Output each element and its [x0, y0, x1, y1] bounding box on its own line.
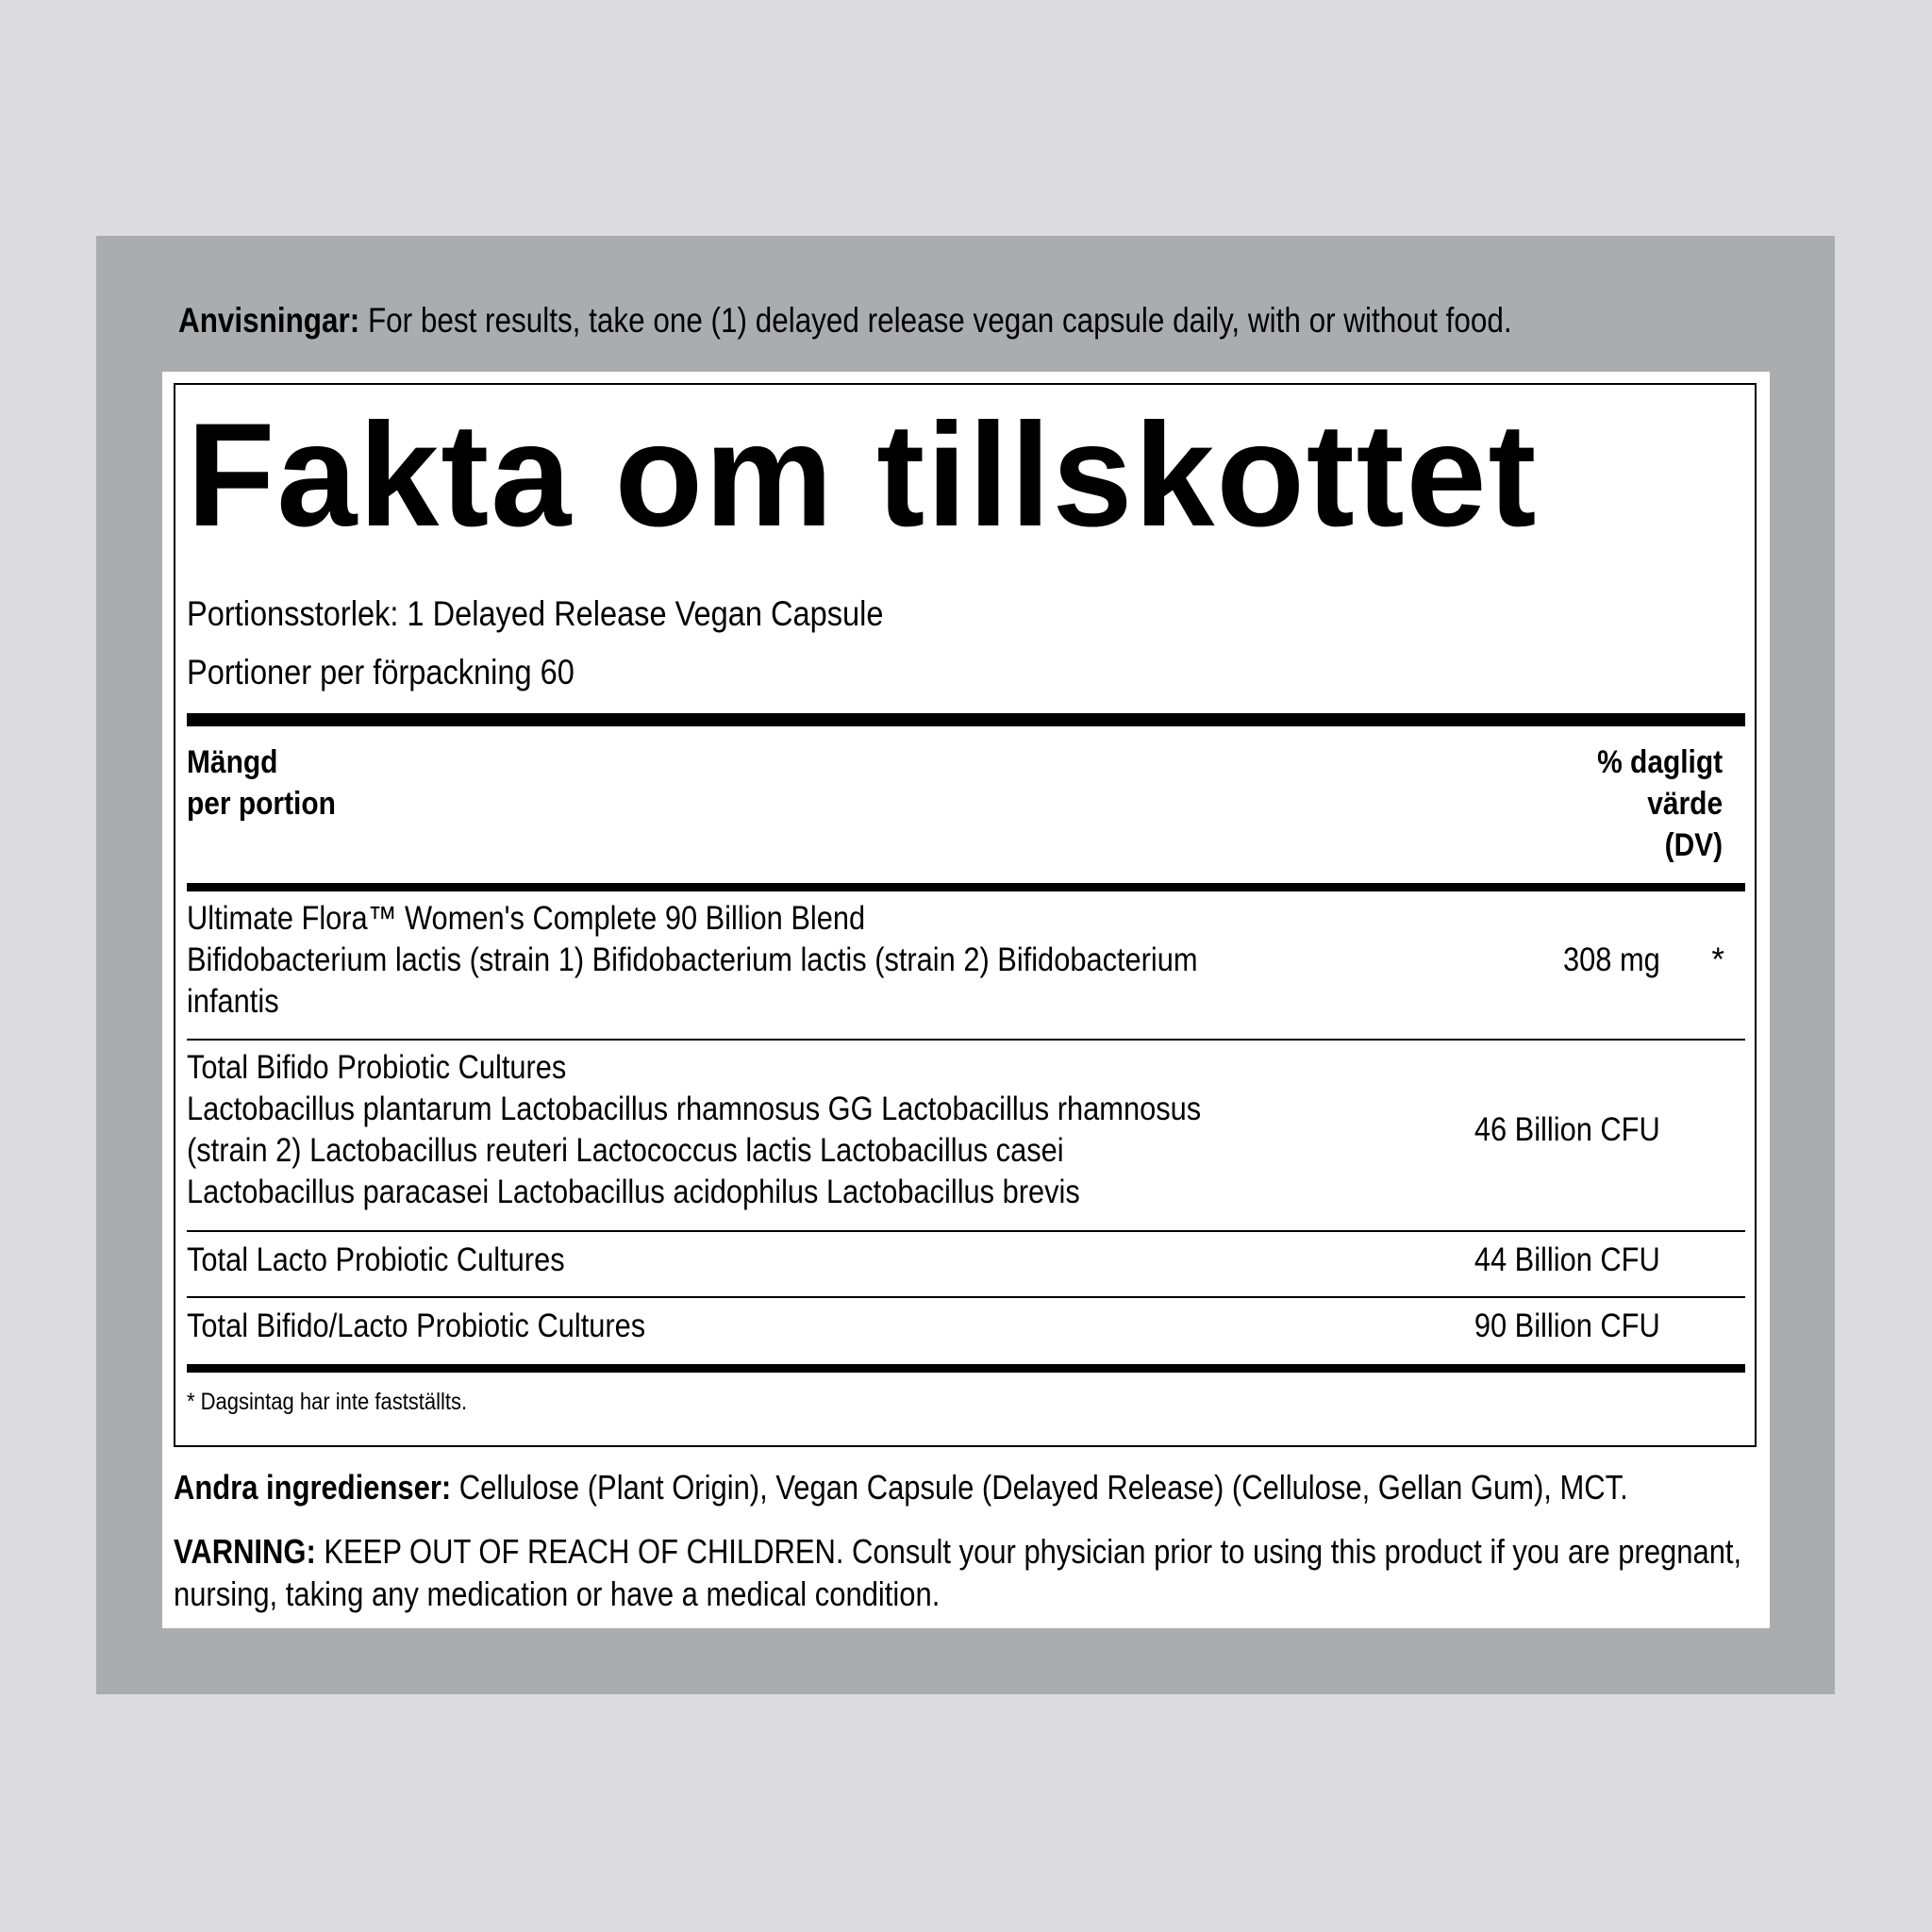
ingredient-name	[187, 1306, 1100, 1347]
ingredient-line: Lactobacillus paracasei Lactobacillus acidophilus Lactobacillus brevis	[187, 1174, 1080, 1210]
directions-text: For best results, take one (1) delayed release vegan capsule daily, with or without food.	[359, 301, 1512, 340]
header-divider	[187, 883, 1745, 891]
row-divider	[187, 1230, 1745, 1232]
ingredient-line: (strain 2) Lactobacillus reuteri Lactococcus lactis Lactobacillus casei	[187, 1132, 1064, 1169]
ingredient-name	[187, 1240, 1100, 1281]
servings-per-container: Portioner per förpackning 60	[187, 653, 575, 691]
amount: 308 mg	[1563, 941, 1660, 978]
header-right-line: % dagligt	[1597, 744, 1723, 780]
ingredient-name	[187, 898, 1198, 1023]
ingredient-line: Total Bifido/Lacto Probiotic Cultures	[187, 1307, 646, 1344]
footnote: * Dagsintag har inte fastställts.	[187, 1389, 468, 1415]
amount: 44 Billion CFU	[1474, 1241, 1660, 1278]
supplement-facts-box	[174, 383, 1757, 1447]
ingredient-line: Total Lacto Probiotic Cultures	[187, 1241, 565, 1278]
header-right-line: (DV)	[1664, 827, 1723, 863]
header-left-line: per portion	[187, 786, 336, 822]
daily-value-header	[1597, 741, 1723, 866]
bottom-divider	[187, 1364, 1745, 1373]
directions	[178, 294, 1512, 347]
directions-label: Anvisningar:	[178, 301, 360, 340]
thick-divider	[187, 713, 1745, 726]
ingredient-line: Ultimate Flora™ Women's Complete 90 Billion Blend	[187, 900, 866, 937]
row-divider	[187, 1296, 1745, 1298]
table-row	[187, 1306, 1745, 1362]
amount-per-serving-header	[187, 741, 336, 824]
ingredient-line: Bifidobacterium lactis (strain 1) Bifidobacterium lactis (strain 2) Bifidobacterium	[187, 941, 1198, 978]
amount: 46 Billion CFU	[1474, 1111, 1660, 1148]
table-row	[187, 1047, 1745, 1226]
header-left-line: Mängd	[187, 744, 278, 780]
amount: 90 Billion CFU	[1474, 1307, 1660, 1344]
serving-size: Portionsstorlek: 1 Delayed Release Vegan Capsule	[187, 594, 884, 633]
warning-text-line2: nursing, taking any medication or have a medical condition.	[174, 1574, 941, 1613]
row-divider	[187, 1039, 1745, 1041]
other-ingredients	[174, 1466, 1628, 1508]
warning	[174, 1530, 1741, 1615]
ingredient-line: Lactobacillus plantarum Lactobacillus rhamnosus GG Lactobacillus rhamnosus	[187, 1091, 1202, 1127]
daily-value: *	[1711, 941, 1724, 978]
ingredient-line: Total Bifido Probiotic Cultures	[187, 1049, 567, 1086]
header-right-line: värde	[1647, 786, 1723, 822]
ingredient-line: infantis	[187, 983, 279, 1020]
ingredient-name	[187, 1047, 1202, 1213]
other-ingredients-label: Andra ingredienser:	[174, 1468, 452, 1507]
warning-text-line1: KEEP OUT OF REACH OF CHILDREN. Consult your physician prior to using this product if you are pregnant,	[315, 1532, 1742, 1571]
facts-title: Fakta om tillskottet	[187, 393, 1539, 558]
table-row	[187, 898, 1745, 1040]
table-row	[187, 1240, 1745, 1296]
other-ingredients-text: Cellulose (Plant Origin), Vegan Capsule (Delayed Release) (Cellulose, Gellan Gum), MCT.	[451, 1468, 1628, 1507]
warning-label: VARNING:	[174, 1532, 316, 1571]
